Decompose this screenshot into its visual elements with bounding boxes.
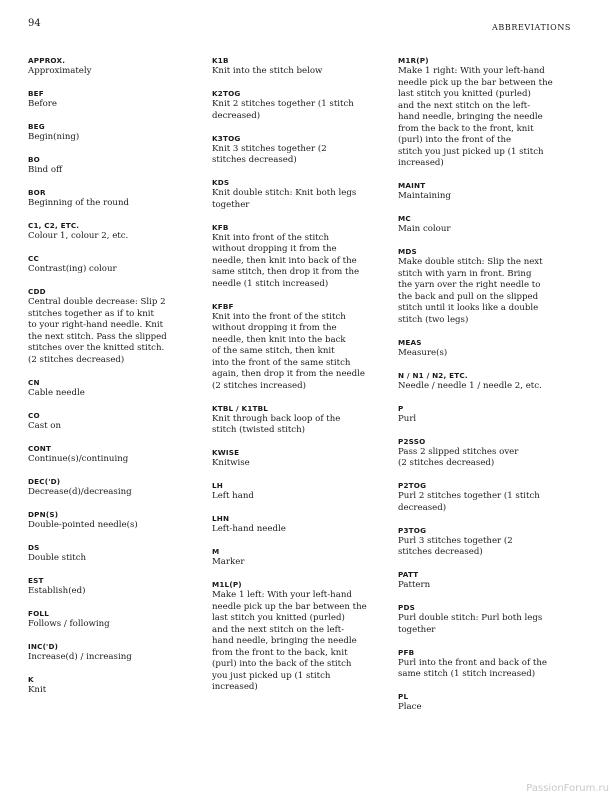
abbreviation-definition: Cast on [28,420,62,431]
abbreviation-definition: Establish(ed) [28,585,86,596]
abbreviation-definition: Cable needle [28,387,85,398]
abbreviation-term: KFB [212,222,229,232]
abbreviation-entry [28,675,208,697]
abbreviation-definition: Knit through back loop of the stitch (twisted stitch) [212,413,341,435]
abbreviation-entry [28,609,208,631]
abbreviation-term: P [398,403,404,413]
abbreviation-definition: Needle / needle 1 / needle 2, etc. [398,380,542,391]
abbreviation-definition: Purl into the front and back of the same stitch (1 stitch increased) [398,657,547,679]
abbreviation-definition: Left hand [212,491,254,501]
abbreviation-term: FOLL [28,608,49,618]
abbreviation-entry [212,404,392,437]
abbreviation-entry [28,221,208,243]
abbreviation-entry [212,56,392,78]
abbreviation-term: LHN [212,514,230,523]
abbreviation-definition: Main colour [398,224,451,234]
abbreviation-term: INC('D) [28,641,59,651]
abbreviation-term: P3TOG [398,525,427,535]
abbreviation-entry [28,254,208,276]
abbreviation-entry [398,437,598,470]
abbreviation-entry [28,642,208,664]
abbreviation-definition: Pattern [398,580,431,590]
abbreviation-definition: Knitwise [212,458,250,468]
abbreviation-term: MAINT [398,181,426,190]
abbreviations-column-1 [28,56,208,708]
abbreviation-term: CDD [28,287,46,296]
abbreviation-term: M [212,547,220,556]
abbreviation-definition: Knit into the front of the stitch without dropping it from the needle, then knit into the back of the same stitch, then knit into the front of the same stitch again, then drop it from the needle (2 stitches increased) [212,311,365,391]
watermark: PassionForum.ru [526,783,609,794]
abbreviation-term: KDS [212,178,230,187]
abbreviation-definition: Maintaining [398,191,451,201]
abbreviation-definition: Knit into front of the stitch without dropping it from the needle, then knit into back of the same stitch, then drop it from the needle (1 stitch increased) [212,232,360,289]
abbreviation-term: PATT [398,570,419,579]
abbreviation-entry [28,188,208,210]
abbreviation-term: PL [398,692,409,701]
abbreviation-definition: Beginning of the round [28,198,129,208]
abbreviation-term: KFBF [212,301,234,311]
abbreviation-term: K2TOG [212,89,241,98]
abbreviation-definition: Knit into the stitch below [212,66,323,76]
abbreviation-term: BEG [28,122,45,131]
abbreviation-term: M1L(P) [212,580,242,589]
abbreviation-term: MC [398,214,411,223]
abbreviation-definition: Double stitch [28,552,87,563]
abbreviation-term: K [28,674,34,684]
abbreviation-definition: Decrease(d)/decreasing [28,486,132,497]
abbreviation-definition: Follows / following [28,618,110,629]
abbreviation-term: DEC('D) [28,476,61,486]
abbreviation-definition: Purl 2 stitches together (1 stitch decreased) [398,491,540,513]
abbreviation-term: K3TOG [212,133,241,143]
abbreviation-term: P2SSO [398,436,426,446]
abbreviation-term: CONT [28,443,52,453]
abbreviation-term: EST [28,575,44,585]
abbreviation-entry [398,214,598,236]
abbreviation-definition: Knit double stitch: Knit both legs together [212,188,357,210]
abbreviation-term: PDS [398,603,416,612]
abbreviation-definition: Knit 3 stitches together (2 stitches decreased) [212,143,327,165]
abbreviation-definition: Approximately [28,66,92,76]
abbreviation-entry [28,122,208,144]
abbreviation-entry [398,648,598,681]
abbreviation-term: DPN(S) [28,509,59,519]
abbreviation-entry [398,247,598,326]
abbreviation-term: CN [28,377,40,387]
abbreviation-term: P2TOG [398,481,427,490]
abbreviation-entry [398,481,598,514]
abbreviation-entry [398,56,598,170]
abbreviation-entry [398,181,598,203]
abbreviation-entry [398,338,598,360]
abbreviation-entry [398,692,598,714]
abbreviation-definition: Double-pointed needle(s) [28,519,138,530]
page-number: 94 [28,18,41,29]
abbreviation-entry [212,481,392,503]
abbreviation-entry [398,404,598,426]
abbreviation-definition: Make double stitch: Slip the next stitch with yarn in front. Bring the yarn over the right needle to the back and pull on the slipped stitch until it looks like a double stitch (two legs) [398,257,543,325]
abbreviation-entry [212,178,392,211]
abbreviation-term: BO [28,155,40,164]
abbreviations-column-3 [398,56,598,725]
abbreviation-definition: Before [28,99,57,109]
abbreviation-definition: Purl [398,413,417,424]
abbreviation-definition: Knit 2 stitches together (1 stitch decreased) [212,99,354,121]
abbreviation-term: CC [28,254,39,263]
abbreviation-entry [212,134,392,167]
abbreviation-definition: Left-hand needle [212,524,286,534]
abbreviation-entry [212,223,392,291]
abbreviation-entry [28,444,208,466]
abbreviation-entry [212,514,392,536]
abbreviation-term: CO [28,410,40,420]
abbreviation-term: MEAS [398,337,422,347]
abbreviation-term: BOR [28,188,46,197]
abbreviation-entry [212,580,392,694]
abbreviation-definition: Colour 1, colour 2, etc. [28,231,129,241]
abbreviation-definition: Marker [212,557,245,567]
abbreviation-entry [398,526,598,559]
abbreviation-definition: Make 1 right: With your left-hand needle pick up the bar between the last stitch you knitted (purled) and the next stitch on the left- hand needle, bringing the needle from the back to the front, knit (purl) into the front of the stitch you just picked up (1 stitch increased) [398,66,553,168]
abbreviation-entry [28,287,208,366]
abbreviation-entry [28,89,208,111]
abbreviation-entry [28,510,208,532]
abbreviation-term: MDS [398,247,417,256]
abbreviation-term: K1B [212,56,229,65]
abbreviation-definition: Place [398,702,422,712]
abbreviation-definition: Contrast(ing) colour [28,264,117,274]
abbreviation-term: M1R(P) [398,56,429,65]
abbreviation-term: LH [212,481,223,490]
abbreviation-entry [212,302,392,393]
abbreviation-term: N / N1 / N2, ETC. [398,370,468,380]
abbreviation-entry [28,411,208,433]
abbreviation-entry [28,155,208,177]
abbreviation-entry [398,570,598,592]
abbreviation-term: APPROX. [28,56,66,65]
abbreviation-entry [398,371,598,393]
abbreviation-definition: Pass 2 slipped stitches over (2 stitches decreased) [398,446,519,468]
abbreviation-entry [398,603,598,636]
abbreviation-term: C1, C2, ETC. [28,221,80,230]
abbreviation-definition: Purl double stitch: Purl both legs together [398,613,543,635]
abbreviation-definition: Increase(d) / increasing [28,651,132,662]
abbreviation-entry [212,448,392,470]
abbreviation-entry [212,547,392,569]
abbreviation-definition: Knit [28,684,47,695]
abbreviation-term: BEF [28,89,44,98]
abbreviation-definition: Make 1 left: With your left-hand needle pick up the bar between the last stitch you knitted (purled) and the next stitch on the left- hand needle, bringing the needle from the front to the back, knit (purl) into the back of the stitch you just picked up (1 stitch increased) [212,590,367,692]
abbreviation-entry [212,89,392,122]
abbreviation-term: KTBL / K1TBL [212,403,269,413]
abbreviation-definition: Central double decrease: Slip 2 stitches together as if to knit to your right-hand needle. Knit the next stitch. Pass the slipped stitches over the knitted stitch. (2 stitches decreased) [28,297,167,365]
abbreviation-definition: Begin(ning) [28,132,80,142]
abbreviation-entry [28,378,208,400]
abbreviation-definition: Purl 3 stitches together (2 stitches decreased) [398,535,513,557]
abbreviation-term: KWISE [212,448,240,457]
running-head: ABBREVIATIONS [491,23,571,32]
abbreviation-definition: Continue(s)/continuing [28,453,129,464]
abbreviation-entry [28,56,208,78]
abbreviation-definition: Bind off [28,165,63,175]
abbreviation-entry [28,477,208,499]
abbreviation-entry [28,576,208,598]
abbreviation-entry [28,543,208,565]
abbreviation-term: PFB [398,647,415,657]
abbreviation-term: DS [28,542,40,552]
abbreviation-definition: Measure(s) [398,347,448,358]
abbreviations-column-2 [212,56,392,705]
